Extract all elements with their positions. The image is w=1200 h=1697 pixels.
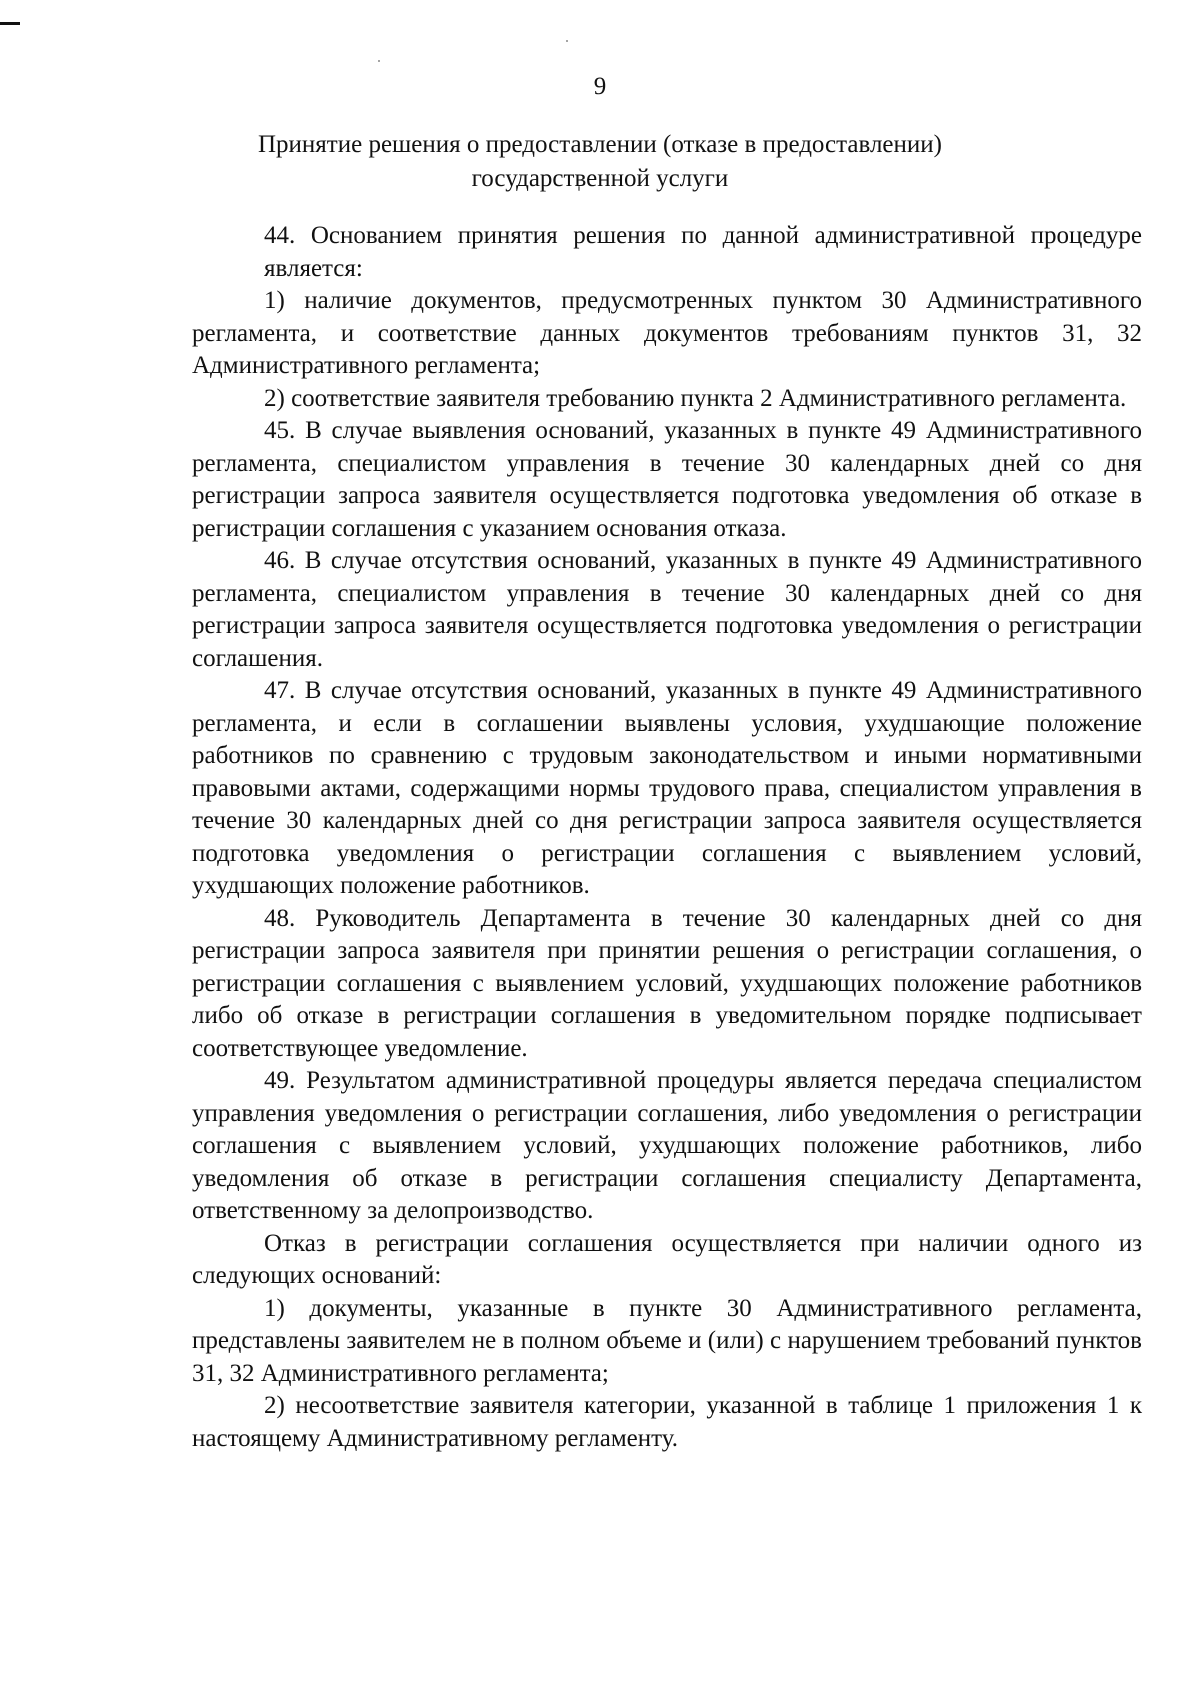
paragraph-44-item-2: 2) соответствие заявителя требованию пункта 2 Административного регламента. [264,384,1127,412]
paragraph-45: 45. В случае выявления оснований, указанных в пункте 49 Административного регламента, специалистом управления в течение 30 календарных дней со дня регистрации запроса заявителя осуществляется подготовка уведомления об отказе в регистрации соглашения с указанием основания отказа. [192,417,1142,542]
section-heading [0,128,1200,196]
paragraph-49: 49. Результатом административной процедуры является передача специалистом управления уведомления о регистрации соглашения, либо уведомления о регистрации соглашения с выявлением условий, ухудшающих положение работников, либо уведомления об отказе в регистрации соглашения специалисту Департамента, ответственному за делопроизводство. [192,1067,1142,1224]
paragraph-47: 47. В случае отсутствия оснований, указанных в пункте 49 Административного регламента, и если в соглашении выявлены условия, ухудшающие положение работников по сравнению с трудовым законодательством и иными нормативными правовыми актами, содержащими нормы трудового права, специалистом управления в течение 30 календарных дней со дня регистрации запроса заявителя осуществляется подготовка уведомления о регистрации соглашения с выявлением условий, ухудшающих положение работников. [192,677,1142,899]
refusal-grounds-intro: Отказ в регистрации соглашения осуществляется при наличии одного из следующих оснований: [192,1229,1142,1289]
refusal-ground-2: 2) несоответствие заявителя категории, указанной в таблице 1 приложения 1 к настоящему Административному регламенту. [192,1392,1142,1452]
scan-edge-mark [0,22,20,25]
paragraph-48: 48. Руководитель Департамента в течение 30 календарных дней со дня регистрации запроса заявителя при принятии решения о регистрации соглашения, о регистрации соглашения с выявлением условий, ухудшающих положение работников либо об отказе в регистрации соглашения в уведомительном порядке подписывает соответствующее уведомление. [192,904,1142,1062]
scan-speck [378,60,380,62]
section-heading-line-1: Принятие решения о предоставлении (отказе в предоставлении) [258,131,942,158]
paragraph-46: 46. В случае отсутствия оснований, указанных в пункте 49 Административного регламента, специалистом управления в течение 30 календарных дней со дня регистрации запроса заявителя осуществляется подготовка уведомления о регистрации соглашения. [192,547,1142,672]
document-body [192,220,1142,1455]
page-number: 9 [593,73,607,100]
paragraph-44-item-1: 1) наличие документов, предусмотренных пунктом 30 Административного регламента, и соответствие данных документов требованиям пунктов 31, 32 Административного регламента; [192,287,1142,379]
scan-speck [566,40,568,42]
section-heading-line-2: государственной услуги [471,165,729,192]
paragraph-44: 44. Основанием принятия решения по данной административной процедуре является: [264,222,1142,282]
refusal-ground-1: 1) документы, указанные в пункте 30 Административного регламента, представлены заявителем не в полном объеме и (или) с нарушением требований пунктов 31, 32 Административного регламента; [192,1294,1142,1387]
